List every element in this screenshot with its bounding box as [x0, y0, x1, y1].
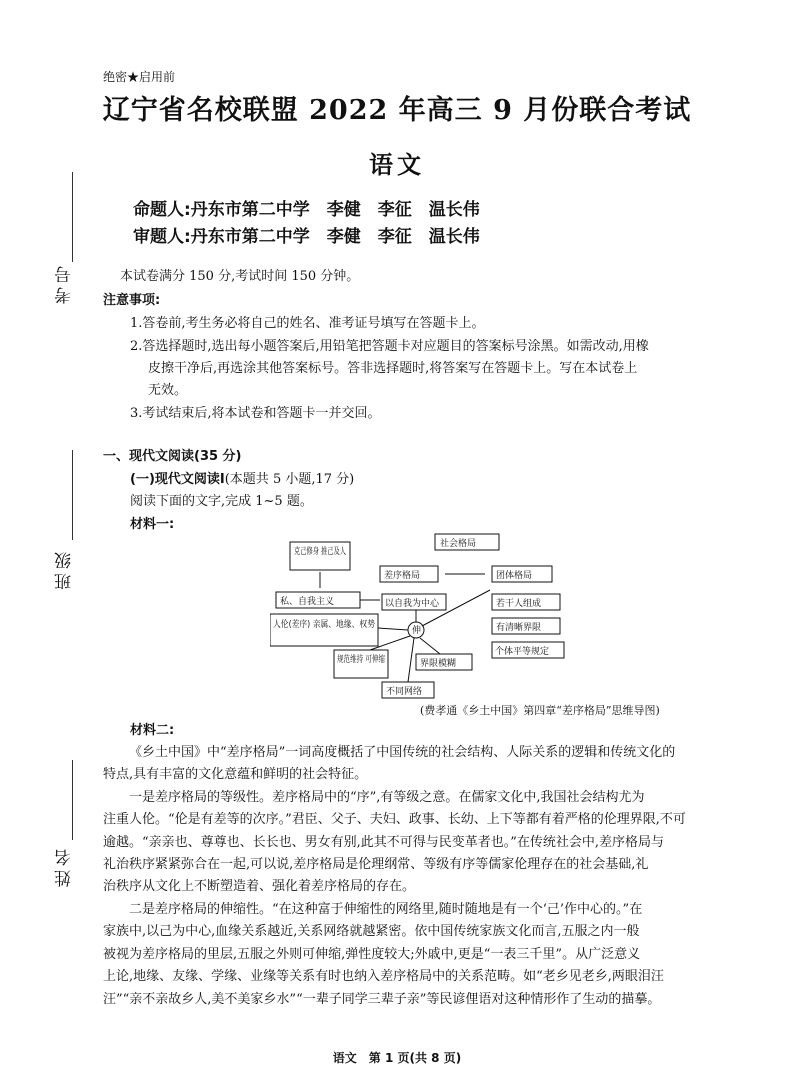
para-1-line-2: 特点,具有丰富的文化意蕴和鲜明的社会特征。	[103, 767, 368, 782]
mm-weixi: 规范维持 可伸缩	[337, 655, 403, 665]
subsection-title	[130, 469, 354, 491]
subject-title: 语文	[369, 150, 425, 179]
mm-fanwei: 界限模糊	[420, 659, 457, 669]
para-1-line-1: 《乡土中国》中“差序格局”一词高度概括了中国传统的社会结构、人际关系的逻辑和传统文化的	[129, 745, 676, 760]
subsection-detail: (本题共 5 小题,17 分)	[224, 472, 355, 487]
mm-ruogan: 若干人组成	[496, 599, 542, 609]
para-3-line-4: 上论,地缘、友缘、学缘、业缘等关系有时也纳入差序格局中的关系范畴。如“老乡见老乡,两眼泪汪	[103, 969, 664, 984]
secret-label: 绝密★启用前	[103, 70, 176, 84]
para-3-line-1: 二是差序格局的伸缩性。“在这种富于伸缩性的网络里,随时随地是有一个‘己’作中心的。”在	[129, 902, 643, 917]
exam-no-label: 考号	[55, 262, 75, 304]
note-2-end: 无效。	[148, 383, 188, 398]
note-2: 2.答选择题时,选出每小题答案后,用铅笔把答题卡对应题目的答案标号涂黑。如需改动,用橡	[130, 339, 649, 354]
material-2-label: 材料二:	[130, 723, 175, 738]
exam-title: 辽宁省名校联盟 2022 年高三 9 月份联合考试	[102, 95, 692, 126]
mm-box-renlun	[270, 614, 391, 646]
para-2-line-3: 逾越。“亲亲也、尊尊也、长长也、男女有别,此其不可得与民变革者也。”在传统社会中,差序格局与	[103, 835, 665, 850]
mm-pingdeng: 个体平等规定	[495, 647, 550, 657]
mm-youjie: 有清晰界限	[496, 623, 542, 633]
mm-renlun: 人伦(差序) 亲属、地缘、权势	[273, 620, 391, 630]
mm-root: 社会格局	[440, 539, 477, 549]
para-3-line-2: 家族中,以己为中心,血缘关系越近,关系网络就越紧密。依中国传统家族文化而言,五服之内一般	[103, 924, 640, 939]
notes-title: 注意事项:	[103, 293, 161, 308]
note-1: 1.答卷前,考生务必将自己的姓名、准考证号填写在答题卡上。	[130, 316, 485, 331]
para-3-line-3: 被视为差序格局的里层,五服之外则可伸缩,弹性度较大;外戚中,更是“一表三千里”。从广泛意义	[103, 947, 641, 962]
mm-zhen: 伸	[412, 626, 422, 636]
mm-tuanti: 团体格局	[496, 571, 533, 581]
exam-no-line	[72, 172, 73, 262]
para-2-line-4: 礼治秩序紧紧弥合在一起,可以说,差序格局是伦理纲常、等级有序等儒家伦理存在的社会基础,礼	[103, 857, 649, 872]
page-footer: 语文 第 1 页(共 8 页)	[332, 1051, 462, 1065]
para-2-line-5: 治秩序从文化上不断塑造着、强化着差序格局的存在。	[103, 879, 416, 894]
mm-center: 以自我为中心	[385, 599, 440, 609]
mm-siren: 私、自我主义	[280, 597, 335, 607]
mm-ping: 不同网络	[386, 687, 423, 697]
name-line	[72, 760, 73, 840]
full-score: 本试卷满分 150 分,考试时间 150 分钟。	[120, 269, 360, 284]
name-label: 姓名	[55, 845, 75, 887]
note-3: 3.考试结束后,将本试卷和答题卡一并交回。	[130, 406, 381, 421]
section-title: 一、现代文阅读(35 分)	[103, 449, 242, 464]
mind-map	[270, 530, 580, 700]
para-3-line-5: 汪”“亲不亲故乡人,美不美家乡水”“一辈子同学三辈子亲”等民谚俚语对这种情形作了生动的描摹。	[103, 992, 661, 1007]
class-label: 班级	[55, 548, 75, 590]
para-2-line-1: 一是差序格局的等级性。差序格局中的“序”,有等级之意。在儒家文化中,我国社会结构尤为	[129, 790, 645, 805]
material-1-label: 材料一:	[130, 517, 175, 532]
reviewer-line: 审题人:丹东市第二中学 李健 李征 温长伟	[133, 227, 480, 247]
subsection-name: (一)现代文阅读Ⅰ	[130, 472, 225, 487]
class-line	[72, 450, 73, 540]
instruction: 阅读下面的文字,完成 1~5 题。	[130, 494, 313, 509]
mm-chaxu: 差序格局	[384, 571, 421, 581]
mind-map-caption: (费孝通《乡土中国》第四章“差序格局”思维导图)	[420, 704, 660, 717]
mm-xiuji: 克己修身 推己及人	[294, 547, 369, 557]
setter-line: 命题人:丹东市第二中学 李健 李征 温长伟	[133, 200, 480, 220]
note-2-cont: 皮擦干净后,再选涂其他答案标号。答非选择题时,将答案写在答题卡上。写在本试卷上	[148, 361, 638, 376]
para-2-line-2: 注重人伦。“伦是有差等的次序。”君臣、父子、夫妇、政事、长幼、上下等都有着严格的伦理界限,不可	[103, 812, 686, 827]
